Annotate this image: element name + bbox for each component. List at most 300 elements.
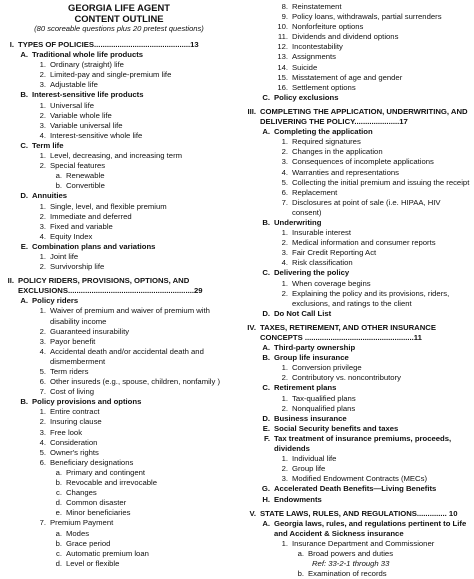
outline-item-text: Changes [66, 488, 97, 498]
outline-item [4, 212, 234, 222]
outline-item [4, 262, 234, 272]
outline-item-text: Retirement plans [274, 383, 337, 393]
outline-item-number: A. [20, 50, 28, 60]
outline-item [246, 127, 472, 137]
outline-item [4, 438, 234, 448]
outline-item [4, 90, 234, 100]
outline-item [246, 404, 472, 414]
outline-item-text: Interest-sensitive whole life [50, 130, 143, 140]
outline-list-left [4, 36, 234, 569]
outline-item-text: Immediate and deferred [50, 211, 132, 221]
outline-item-text: Tax-qualified plans [292, 393, 356, 403]
outline-section [246, 107, 472, 127]
outline-item-number: 1. [39, 201, 46, 211]
outline-item [4, 417, 234, 427]
outline-item [246, 147, 472, 157]
outline-item-text: Do Not Call List [274, 308, 332, 318]
outline-item-number: b. [55, 478, 62, 488]
outline-item-number: 4. [39, 130, 46, 140]
outline-item-text: Revocable and irrevocable [66, 478, 158, 488]
outline-item [246, 188, 472, 198]
outline-item-text: Group life insurance [274, 353, 349, 363]
outline-item-number: D. [262, 308, 270, 318]
outline-item-number: C. [262, 92, 270, 102]
outline-item-text: Automatic premium loan [66, 548, 149, 558]
outline-item-number: 5. [39, 447, 46, 457]
outline-item [4, 539, 234, 549]
outline-item-number: B. [20, 397, 28, 407]
outline-item-number: a. [55, 467, 62, 477]
outline-item-text: Social Security benefits and taxes [274, 423, 399, 433]
outline-item [246, 353, 472, 363]
outline-item [246, 343, 472, 353]
outline-item-number: 2. [39, 326, 46, 336]
outline-item-number: 4. [39, 437, 46, 447]
outline-item-number: 2. [281, 147, 288, 157]
outline-item [246, 52, 472, 62]
outline-item-text: Special features [50, 161, 106, 171]
outline-item [4, 202, 234, 212]
outline-item-text: Nonqualified plans [292, 403, 356, 413]
outline-item [4, 191, 234, 201]
outline-item [246, 137, 472, 147]
outline-item [246, 309, 472, 319]
outline-item-text: Disclosures at point of sale (i.e. HIPAA, HIV consent) [292, 197, 441, 217]
outline-item-number: 2. [39, 211, 46, 221]
outline-item-number: B. [262, 353, 270, 363]
outline-item-number: E. [262, 423, 270, 433]
outline-item-number: III. [247, 106, 256, 116]
outline-item-number: 3. [39, 120, 46, 130]
outline-item [4, 387, 234, 397]
outline-item-number: 1. [281, 278, 288, 288]
outline-item-number: 14. [277, 62, 288, 72]
outline-item-text: Accelerated Death Benefits—Living Benefits [274, 484, 437, 494]
outline-item-text: Medical information and consumer reports [292, 238, 436, 248]
outline-item-text: Suicide [292, 62, 318, 72]
outline-item-text: Payor benefit [50, 336, 96, 346]
outline-item-text: Common disaster [66, 498, 127, 508]
outline-item-text: Underwriting [274, 217, 322, 227]
outline-item-text: Survivorship life [50, 262, 105, 272]
outline-item-number: 1. [281, 363, 288, 373]
outline-item [4, 171, 234, 181]
outline-item-number: II. [7, 276, 14, 286]
outline-item-text: Convertible [66, 181, 105, 191]
outline-item-number: 3. [39, 427, 46, 437]
outline-item [246, 218, 472, 228]
outline-item-number: 1. [39, 60, 46, 70]
outline-item-number: C. [262, 383, 270, 393]
outline-item [4, 428, 234, 438]
outline-item-number: A. [262, 127, 270, 137]
outline-item-text: Limited-pay and single-premium life [50, 70, 172, 80]
outline-item-number: F. [264, 433, 270, 443]
outline-item [246, 198, 472, 218]
outline-item-text: TAXES, RETIREMENT, AND OTHER INSURANCE CONCEPTS ...................................................11 [260, 322, 436, 342]
outline-item-text: Policy provisions and options [32, 397, 142, 407]
outline-item [246, 228, 472, 238]
outline-item [246, 42, 472, 52]
outline-item [246, 93, 472, 103]
outline-item-text: Broad powers and duties [308, 548, 394, 558]
outline-item-text: Interest-sensitive life products [32, 90, 144, 100]
outline-item-number: a. [55, 171, 62, 181]
outline-item-number: 2. [39, 262, 46, 272]
outline-item-number: D. [20, 191, 28, 201]
outline-item-text: Conversion privilege [292, 363, 362, 373]
outline-section [4, 276, 234, 296]
outline-item-text: Cost of living [50, 387, 95, 397]
outline-item [246, 474, 472, 484]
outline-item-number: 2. [281, 288, 288, 298]
outline-item [4, 252, 234, 262]
outline-item-number: 16. [277, 82, 288, 92]
outline-item-number: 1. [281, 137, 288, 147]
outline-item-text: Level, decreasing, and increasing term [50, 151, 183, 161]
outline-item-text: Group life [292, 464, 326, 474]
outline-item-number: A. [262, 518, 270, 528]
outline-item-number: 1. [39, 306, 46, 316]
outline-item [4, 80, 234, 90]
outline-item-number: 2. [281, 373, 288, 383]
outline-item-text: Reinstatement [292, 2, 342, 11]
outline-item-number: 5. [39, 367, 46, 376]
outline-item [4, 327, 234, 337]
outline-item-text: Joint life [50, 251, 79, 261]
outline-item-number: IV. [247, 322, 256, 332]
outline-item-number: 2. [39, 161, 46, 171]
outline-item [246, 383, 472, 393]
outline-item-text: STATE LAWS, RULES, AND REGULATIONS.............. 10 [260, 508, 458, 518]
outline-item-number: 13. [277, 52, 288, 62]
outline-item-text: Modified Endowment Contracts (MECs) [292, 474, 428, 484]
outline-item-number: 1. [39, 251, 46, 261]
outline-item-text: Entire contract [50, 407, 100, 417]
outline-item-text: Term riders [50, 367, 89, 376]
outline-item [246, 279, 472, 289]
outline-item-number: b. [297, 569, 304, 579]
outline-item-number: V. [249, 508, 256, 518]
outline-item [246, 178, 472, 188]
outline-item [4, 70, 234, 80]
outline-item-text: Level or flexible [66, 558, 120, 568]
outline-item-text: Policy exclusions [274, 92, 339, 102]
outline-item-text: Endowments [274, 494, 322, 504]
outline-right-column [246, 2, 472, 579]
outline-item-number: 2. [39, 70, 46, 80]
outline-item-number: d. [55, 558, 62, 568]
outline-item [246, 414, 472, 424]
outline-item-number: 1. [39, 100, 46, 110]
outline-item-number: 3. [39, 336, 46, 346]
outline-item-text: Ref: 33-2-1 through 33 [312, 559, 390, 569]
outline-item-number: H. [262, 494, 270, 504]
outline-item-number: d. [55, 498, 62, 508]
outline-item-text: Misstatement of age and gender [292, 72, 403, 82]
outline-item-number: 2. [39, 417, 46, 427]
outline-item [246, 2, 472, 12]
outline-item-text: Adjustable life [50, 80, 98, 90]
outline-item [4, 407, 234, 417]
outline-item [4, 468, 234, 478]
outline-item-text: Equity Index [50, 231, 93, 241]
document-title-line2: CONTENT OUTLINE [74, 13, 164, 24]
outline-item-text: Completing the application [274, 127, 373, 137]
outline-item [4, 518, 234, 528]
outline-item-text: Variable universal life [50, 120, 123, 130]
outline-item [4, 161, 234, 171]
outline-item [4, 306, 234, 326]
outline-item-text: Combination plans and variations [32, 241, 156, 251]
outline-item [4, 347, 234, 367]
outline-item-text: Single, level, and flexible premium [50, 201, 167, 211]
outline-item [4, 448, 234, 458]
outline-item-text: Settlement options [292, 82, 356, 92]
outline-item [246, 464, 472, 474]
outline-item-number: 3. [39, 221, 46, 231]
outline-item-text: Tax treatment of insurance premiums, proceeds, dividends [274, 433, 452, 454]
outline-item-text: POLICY RIDERS, PROVISIONS, OPTIONS, AND EXCLUSIONS...........................................................29 [18, 276, 203, 296]
outline-item-text: Policy riders [32, 296, 79, 306]
outline-item-text: Accidental death and/or accidental death and dismemberment [50, 346, 204, 366]
outline-item [4, 478, 234, 488]
outline-item-text: Changes in the application [292, 147, 383, 157]
outline-item-text: Ordinary (straight) life [50, 60, 124, 70]
outline-list-right [246, 2, 472, 579]
outline-item-number: 2. [39, 110, 46, 120]
outline-item-number: B. [20, 90, 28, 100]
outline-item-text: Individual life [292, 454, 337, 464]
outline-item-number: A. [20, 296, 28, 306]
outline-item [246, 73, 472, 83]
outline-item-text: Warranties and representations [292, 167, 399, 177]
outline-item [246, 434, 472, 454]
outline-item [246, 258, 472, 268]
outline-item-text: Consideration [50, 437, 98, 447]
outline-item [4, 151, 234, 161]
outline-item-text: Policy loans, withdrawals, partial surrenders [292, 12, 442, 22]
outline-item-number: 1. [281, 538, 288, 548]
outline-item [4, 488, 234, 498]
outline-item [4, 101, 234, 111]
outline-item-number: 4. [39, 346, 46, 356]
outline-item-number: 7. [39, 518, 46, 528]
outline-item [4, 498, 234, 508]
outline-item-number: 3. [281, 248, 288, 258]
document-title-line1: GEORGIA LIFE AGENT [68, 2, 170, 13]
outline-item-number: 10. [277, 22, 288, 32]
outline-item-text: Insurable interest [292, 228, 351, 238]
outline-item-number: 1. [39, 151, 46, 161]
outline-item [246, 549, 472, 559]
outline-item-number: 8. [281, 2, 288, 11]
outline-item-number: 4. [281, 258, 288, 268]
outline-item [4, 508, 234, 518]
outline-item-number: C. [20, 140, 28, 150]
outline-item-number: 1. [281, 228, 288, 238]
outline-item-number: B. [262, 217, 270, 227]
outline-item-text: Primary and contingent [66, 467, 146, 477]
outline-item-number: 4. [281, 167, 288, 177]
outline-item [4, 111, 234, 121]
outline-item-text: Fair Credit Reporting Act [292, 248, 377, 258]
outline-item-text: COMPLETING THE APPLICATION, UNDERWRITING, AND DELIVERING THE POLICY.....................17 [260, 106, 468, 127]
outline-item [246, 569, 472, 579]
outline-item [4, 50, 234, 60]
outline-item-text: Minor beneficiaries [66, 508, 131, 518]
outline-item-number: 7. [39, 387, 46, 397]
outline-item [4, 232, 234, 242]
outline-item [4, 529, 234, 539]
outline-item [246, 484, 472, 494]
outline-item-number: 15. [277, 72, 288, 82]
outline-item [246, 289, 472, 309]
outline-item [246, 539, 472, 549]
outline-item-text: Dividends and dividend options [292, 32, 399, 42]
outline-item [4, 377, 234, 387]
outline-item-text: Third-party ownership [274, 343, 356, 353]
outline-item-text: Free look [50, 427, 83, 437]
outline-item-number: a. [297, 548, 304, 558]
outline-item-number: 2. [281, 464, 288, 474]
outline-item [246, 22, 472, 32]
outline-item-number: b. [55, 181, 62, 191]
outline-item-text: Replacement [292, 187, 338, 197]
outline-item [246, 32, 472, 42]
outline-item [4, 121, 234, 131]
outline-item-number: E. [20, 241, 28, 251]
outline-item-text: Risk classification [292, 258, 353, 268]
outline-item [4, 141, 234, 151]
outline-section [246, 509, 472, 519]
outline-item-text: Nonforfeiture options [292, 22, 364, 32]
outline-item-text: Traditional whole life products [32, 50, 144, 60]
outline-item-number: 9. [281, 12, 288, 22]
outline-item-number: 11. [277, 32, 288, 42]
outline-item-number: G. [261, 484, 270, 494]
outline-item [246, 157, 472, 167]
outline-section [246, 323, 472, 343]
outline-item-text: Required signatures [292, 137, 361, 147]
outline-item-text: Modes [66, 528, 90, 538]
outline-item-text: Owner's rights [50, 447, 99, 457]
outline-item-text: Explaining the policy and its provisions, riders, exclusions, and ratings to the client [292, 288, 450, 308]
outline-item [246, 83, 472, 93]
outline-item-text: Universal life [50, 100, 95, 110]
outline-item-text: Fixed and variable [50, 221, 113, 231]
outline-item-number: 1. [281, 393, 288, 403]
outline-item-number: e. [55, 508, 62, 518]
outline-item [246, 268, 472, 278]
outline-item [246, 394, 472, 404]
outline-item-number: 6. [39, 377, 46, 387]
outline-item-text: Guaranteed insurability [50, 326, 130, 336]
outline-item [246, 12, 472, 22]
outline-item-text: Term life [32, 140, 64, 150]
outline-item-text: Waiver of premium and waiver of premium with disability income [50, 306, 210, 326]
outline-item-text: Collecting the initial premium and issuing the receipt [292, 177, 470, 187]
outline-item [246, 63, 472, 73]
outline-item [246, 373, 472, 383]
outline-item-number: 2. [281, 403, 288, 413]
outline-item [4, 397, 234, 407]
outline-item [246, 168, 472, 178]
outline-item-number: 7. [281, 197, 288, 207]
outline-item-text: Insurance Department and Commissioner [292, 538, 435, 548]
outline-item-number: A. [262, 343, 270, 353]
outline-item-number: 1. [39, 407, 46, 417]
outline-item [4, 337, 234, 347]
outline-item-number: C. [262, 268, 270, 278]
outline-item-text: Business insurance [274, 413, 347, 423]
outline-item-text: Assignments [292, 52, 337, 62]
outline-item-number: 3. [281, 474, 288, 484]
outline-item-number: 3. [39, 80, 46, 90]
outline-item [4, 131, 234, 141]
outline-item-text: Annuities [32, 191, 68, 201]
outline-item-number: 6. [39, 457, 46, 467]
outline-item [4, 296, 234, 306]
outline-item-number: 4. [39, 231, 46, 241]
outline-item-text: Incontestability [292, 42, 343, 52]
outline-item-text: Premium Payment [50, 518, 114, 528]
outline-item-text: When coverage begins [292, 278, 371, 288]
outline-item [4, 222, 234, 232]
outline-item-number: 2. [281, 238, 288, 248]
outline-item-text: Renewable [66, 171, 105, 181]
outline-item [246, 454, 472, 464]
outline-item-text: Beneficiary designations [50, 457, 134, 467]
outline-item [4, 458, 234, 468]
outline-item [246, 363, 472, 373]
outline-item-number: I. [9, 40, 14, 49]
outline-item [4, 367, 234, 377]
outline-item-number: 5. [281, 177, 288, 187]
outline-item [246, 559, 472, 569]
outline-item-text: Georgia laws, rules, and regulations pertinent to Life and Accident & Sickness insurance [274, 518, 467, 538]
outline-section [4, 40, 234, 50]
outline-item-number: D. [262, 413, 270, 423]
outline-item [4, 242, 234, 252]
outline-left-column [4, 2, 234, 569]
outline-item-text: Insuring clause [50, 417, 102, 427]
outline-item-number: c. [56, 488, 62, 498]
outline-item-number: 3. [281, 157, 288, 167]
outline-item [246, 248, 472, 258]
outline-item-number: c. [56, 548, 62, 558]
outline-item-text: TYPES OF POLICIES.............................................13 [18, 40, 199, 49]
outline-item [246, 495, 472, 505]
outline-item [4, 60, 234, 70]
outline-item-number: 6. [281, 187, 288, 197]
outline-item-number: b. [55, 538, 62, 548]
outline-item-text: Grace period [66, 538, 111, 548]
outline-item-text: Other insureds (e.g., spouse, children, nonfamily ) [50, 377, 221, 387]
outline-item [246, 519, 472, 539]
outline-item-text: Examination of records [308, 569, 387, 579]
outline-item [246, 424, 472, 434]
outline-item-number: 1. [281, 454, 288, 464]
outline-item-number: a. [55, 528, 62, 538]
outline-item [246, 238, 472, 248]
outline-item-text: Delivering the policy [274, 268, 350, 278]
outline-item [4, 181, 234, 191]
outline-item [4, 549, 234, 559]
outline-item-text: Consequences of incomplete applications [292, 157, 434, 167]
outline-item-number: 12. [277, 42, 288, 52]
outline-item-text: Contributory vs. noncontributory [292, 373, 401, 383]
